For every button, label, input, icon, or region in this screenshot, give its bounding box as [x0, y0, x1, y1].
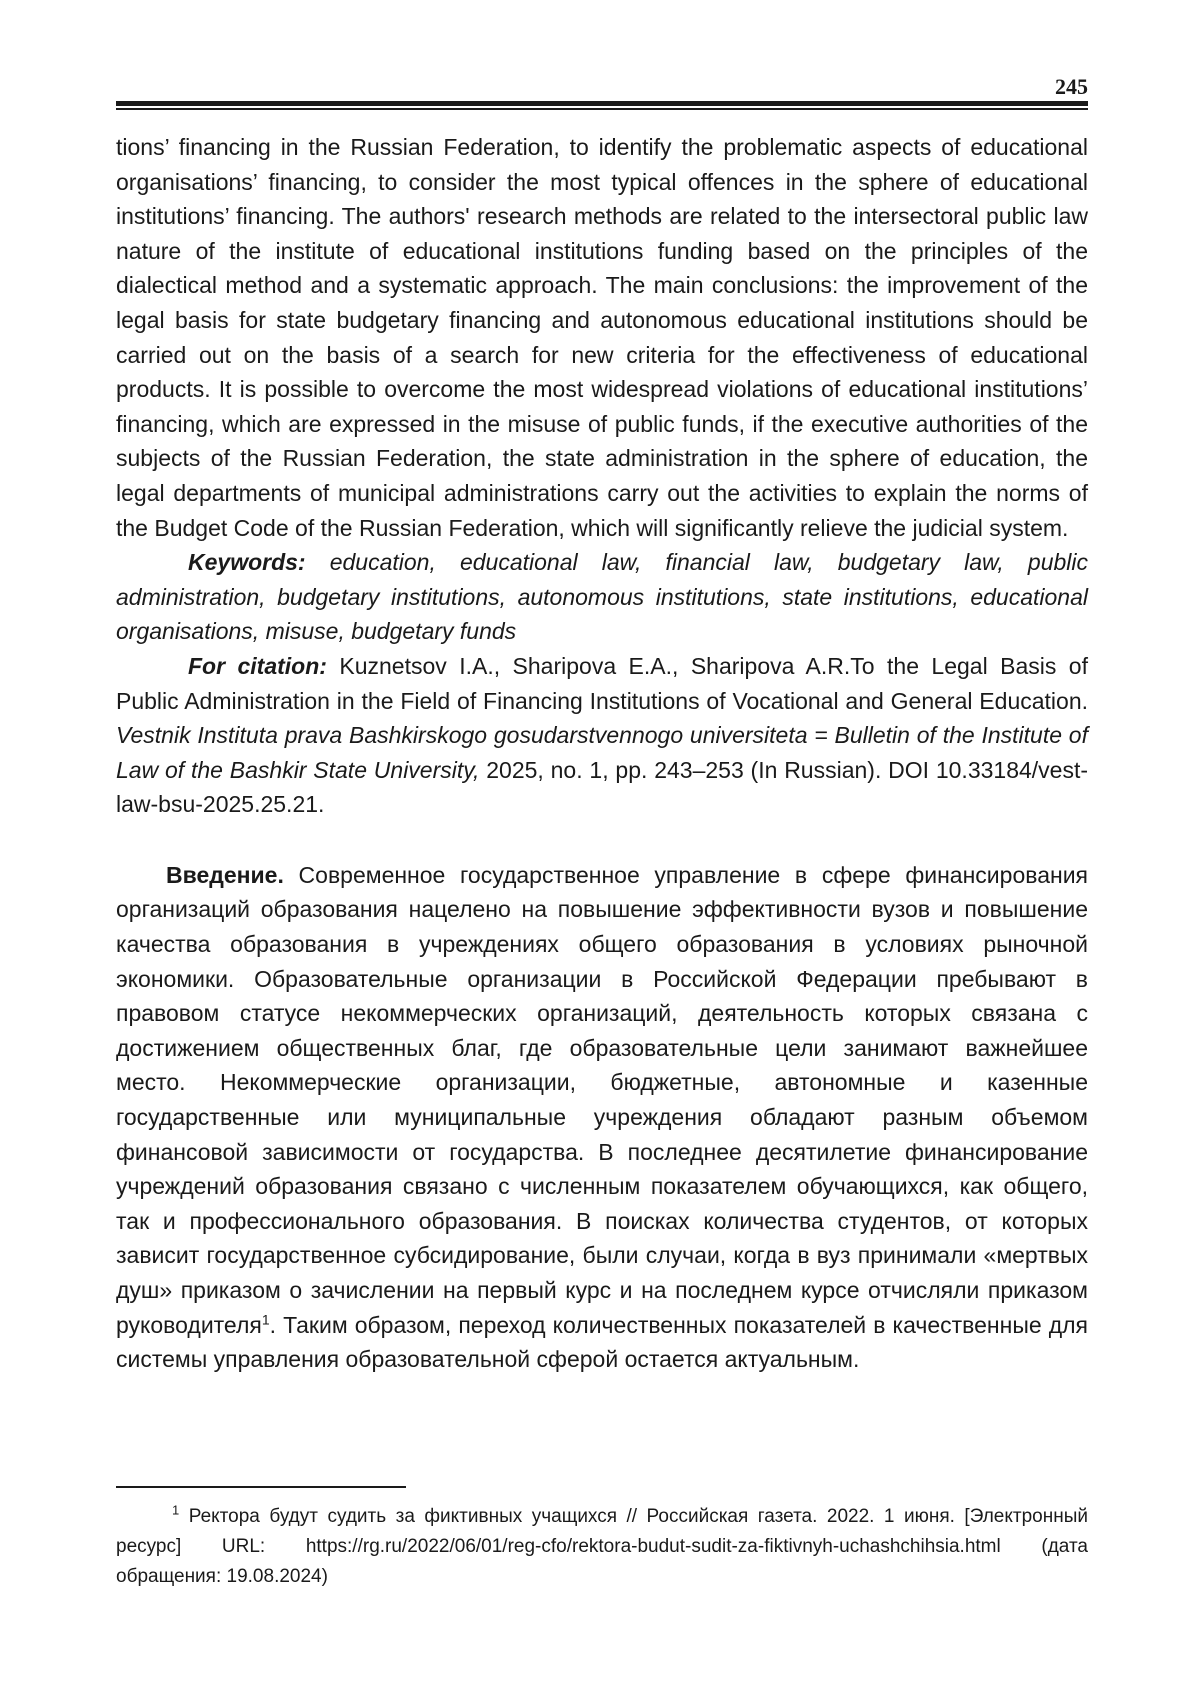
keywords-text: education, educational law, financial law, budgetary law, public administration, budgetary institutions, autonomous institutions, state institutions, educational organisations, misuse, budgetary funds — [116, 549, 1089, 645]
keywords-paragraph — [116, 545, 1088, 649]
keywords-label: Keywords: — [188, 549, 306, 576]
citation-details: 2025, no. 1, pp. 243–253 (In Russian). DOI 10.33184/vest-law-bsu-2025.25.21. — [116, 756, 1089, 818]
footnote-text: Ректора будут судить за фиктивных учащихся // Российская газета. 2022. 1 июня. [Электронный ресурс] URL: https://rg.ru/2022/06/01/reg-cfo/rektora-budut-sudit-za-fiktivnyh-uchashchihsia.html (дата обращения: 19.08.2024) — [116, 1506, 1088, 1587]
introduction-text: Современное государственное управление в сфере финансирования организаций образования нацелено на повышение эффективности вузов и повышение качества образования в учреждениях общего образования в условиях рыночной экономики. Образовательные организации в Российской Федерации пребывают в правовом статусе некоммерческих организаций, деятельность которых связана с достижением общественных благ, где образовательные цели занимают важнейшее место. Некоммерческие организации, бюджетные, автономные и казенные государственные или муниципальные учреждения обладают разным объемом финансовой зависимости от государства. В последнее десятилетие финансирование учреждений образования связано с численным показателем обучающихся, как общего, так и профессионального образования. В поисках количества студентов, от которых зависит государственное субсидирование, были случаи, когда в вуз принимали «мертвых душ» приказом о зачислении на первый курс и на последнем курсе отчисляли приказом руководителя — [116, 861, 1088, 1338]
introduction-heading: Введение. — [166, 861, 284, 888]
page-number: 245 — [1055, 74, 1088, 99]
abstract-paragraph: tions’ financing in the Russian Federation, to identify the problematic aspects of educational organisations’ financing, to consider the most typical offences in the sphere of educational institutions’ financing. The authors' research methods are related to the intersectoral public law nature of the institute of educational institutions funding based on the principles of the dialectical method and a systematic approach. The main conclusions: the improvement of the legal basis for state budgetary financing and autonomous educational institutions should be carried out on the basis of a search for new criteria for the effectiveness of educational products. It is possible to overcome the most widespread violations of educational institutions’ financing, which are expressed in the misuse of public funds, if the executive authorities of the subjects of the Russian Federation, the state administration in the sphere of education, the legal departments of municipal administrations carry out the activities to explain the norms of the Budget Code of the Russian Federation, which will significantly relieve the judicial system. — [116, 134, 1088, 541]
introduction-text-end: . Таким образом, переход количественных показателей в качественные для системы управления образовательной сферой остается актуальным. — [116, 1311, 1088, 1373]
header-rule-thin — [116, 108, 1088, 110]
citation-authors-title: Kuznetsov I.A., Sharipova E.A., Sharipova A.R.To the Legal Basis of Public Administration in the Field of Financing Institutions of Vocational and General Education. — [116, 652, 1088, 714]
introduction-paragraph — [116, 858, 1088, 1377]
citation-label: For citation: — [188, 652, 327, 679]
main-text — [116, 130, 1088, 1377]
footnote-mark: 1 — [172, 1502, 180, 1518]
header-rule-thick — [116, 101, 1088, 106]
footnote-reference[interactable]: 1 — [261, 1310, 270, 1327]
citation-journal: Vestnik Instituta prava Bashkirskogo gosudarstvennogo universiteta = Bulletin of the Institute of Law of the Bashkir State University, — [116, 722, 1088, 783]
footnote — [116, 1502, 1088, 1592]
citation-paragraph — [116, 649, 1088, 822]
footnote-rule — [116, 1486, 406, 1488]
